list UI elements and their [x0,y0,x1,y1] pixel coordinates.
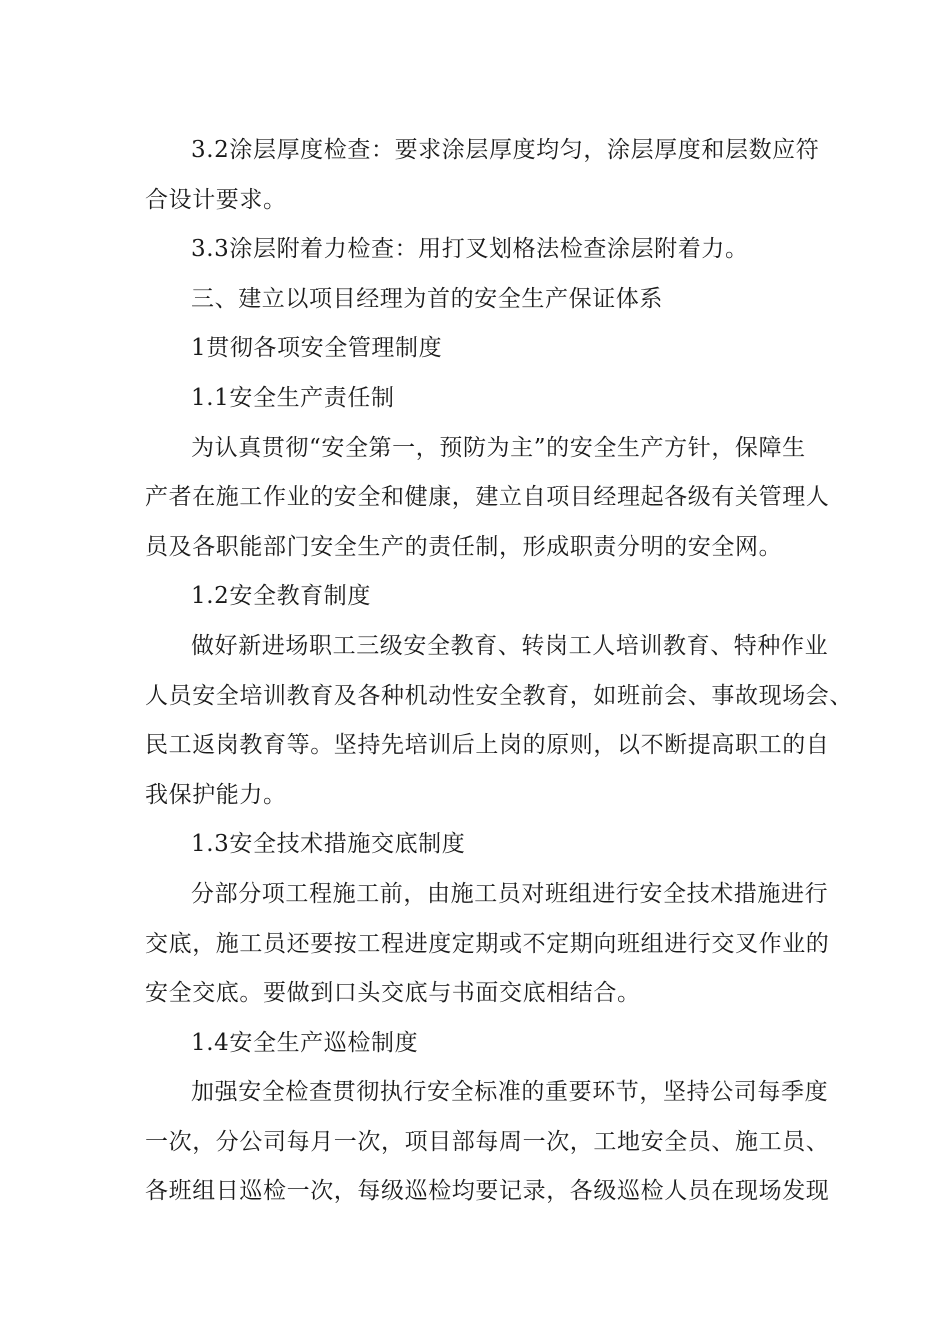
paragraph [145,870,830,1019]
paragraph [145,275,825,325]
text-line: 做好新进场职工三级安全教育、转岗工人培训教育、特种作业 [191,632,829,659]
text-line: 1.1安全生产责任制 [191,384,395,411]
text-line: 产者在施工作业的安全和健康，建立自项目经理起各级有关管理人 [145,484,830,511]
paragraph [145,572,825,622]
paragraph [145,1068,830,1217]
text-line: 为认真贯彻“安全第一，预防为主”的安全生产方针，保障生 [191,434,806,461]
paragraph [145,324,825,374]
paragraph [145,126,825,225]
text-line: 三、建立以项目经理为首的安全生产保证体系 [191,285,663,312]
text-line: 安全交底。要做到口头交底与书面交底相结合。 [145,980,641,1007]
text-line: 3.2涂层厚度检查：要求涂层厚度均匀，涂层厚度和层数应符 [191,137,820,163]
paragraph [145,1019,825,1069]
document-body [145,126,853,1217]
text-line: 交底，施工员还要按工程进度定期或不定期向班组进行交叉作业的 [145,930,830,957]
text-line: 1.4安全生产巡检制度 [191,1029,419,1056]
paragraph [145,424,830,573]
text-line: 1.2安全教育制度 [191,583,371,610]
text-line: 加强安全检查贯彻执行安全标准的重要环节，坚持公司每季度 [191,1079,829,1106]
paragraph [145,225,825,275]
text-line: 1贯彻各项安全管理制度 [191,335,443,362]
text-line: 员及各职能部门安全生产的责任制，形成职责分明的安全网。 [145,533,783,560]
text-line: 一次，分公司每月一次，项目部每周一次，工地安全员、施工员、 [145,1128,830,1155]
paragraph [145,820,825,870]
paragraph [145,622,853,820]
text-line: 我保护能力。 [145,781,287,808]
text-line: 分部分项工程施工前，由施工员对班组进行安全技术措施进行 [191,880,829,907]
text-line: 合设计要求。 [145,186,287,213]
text-line: 各班组日巡检一次，每级巡检均要记录，各级巡检人员在现场发现 [145,1178,830,1205]
text-line: 1.3安全技术措施交底制度 [191,831,466,858]
paragraph [145,374,825,424]
text-line: 3.3涂层附着力检查：用打叉划格法检查涂层附着力。 [191,236,749,263]
text-line: 民工返岗教育等。坚持先培训后上岗的原则，以不断提高职工的自 [145,732,830,759]
text-line: 人员安全培训教育及各种机动性安全教育，如班前会、事故现场会、 [145,682,853,709]
